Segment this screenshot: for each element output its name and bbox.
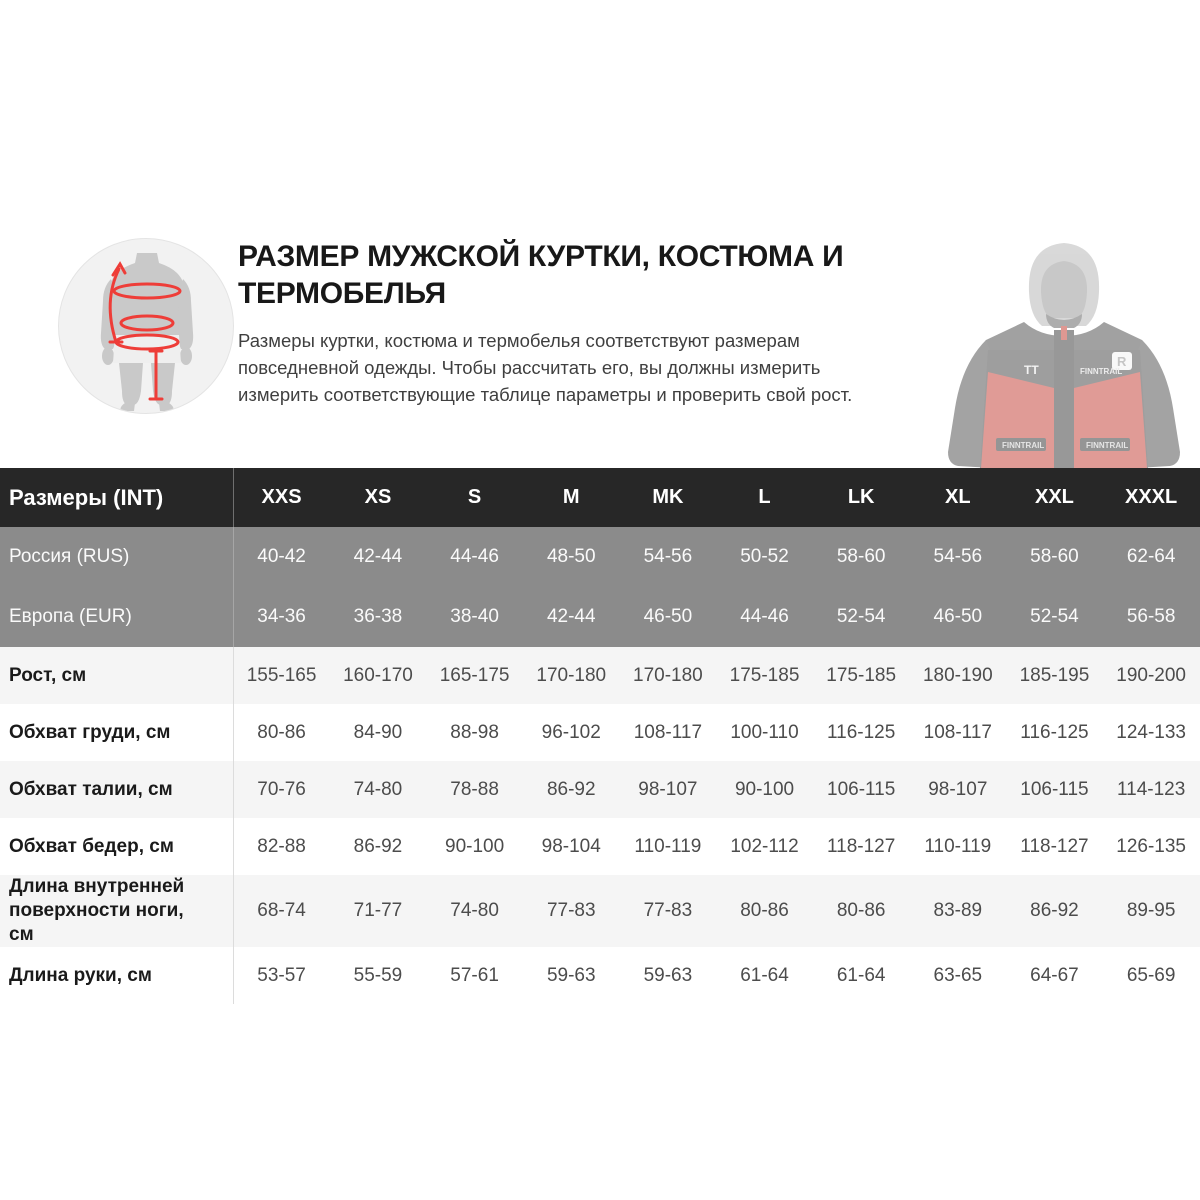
table-cell: 98-107: [928, 778, 988, 800]
table-cell: 71-77: [353, 900, 403, 921]
table-row: [0, 761, 1200, 818]
table-row: [0, 875, 1200, 947]
column-header-xxxl: XXXL: [1103, 468, 1200, 527]
table-cell: 170-180: [633, 664, 703, 686]
table-row: [0, 647, 1200, 704]
column-header-mk: MK: [620, 468, 717, 527]
table-cell: 108-117: [923, 721, 992, 743]
table-cell: 52-54: [836, 606, 886, 627]
table-cell: 102-112: [730, 835, 799, 857]
table-cell: 90-100: [734, 778, 795, 800]
column-header-l: L: [716, 468, 813, 527]
table-cell: 175-185: [826, 664, 897, 686]
table-cell: 180-190: [922, 664, 993, 686]
table-cell: 38-40: [450, 606, 499, 627]
table-cell: 58-60: [836, 546, 886, 567]
table-cell: 86-92: [546, 778, 596, 800]
table-cell: 52-54: [1030, 606, 1079, 627]
table-cell: 90-100: [445, 835, 505, 857]
table-cell: 74-80: [353, 778, 403, 800]
column-header-lk: LK: [813, 468, 910, 527]
table-cell: 185-195: [1019, 664, 1090, 686]
table-cell: 108-117: [633, 721, 703, 743]
table-row: [0, 947, 1200, 1004]
jacket-illustration: [928, 222, 1200, 468]
table-cell: 54-56: [643, 546, 693, 567]
table-cell: 53-57: [257, 964, 306, 986]
svg-text:TT: TT: [1024, 363, 1039, 377]
table-cell: 106-115: [827, 778, 896, 800]
table-cell: 42-44: [353, 546, 403, 567]
svg-text:R: R: [1117, 354, 1127, 369]
table-cell: 116-125: [827, 721, 896, 743]
table-cell: 70-76: [257, 778, 306, 800]
table-cell: 80-86: [257, 721, 306, 743]
table-cell: 82-88: [257, 835, 306, 857]
table-cell: 110-119: [634, 835, 702, 857]
table-cell: 42-44: [546, 606, 596, 627]
table-cell: 56-58: [1126, 606, 1176, 627]
table-cell: 46-50: [933, 606, 983, 627]
size-table-header-row: [0, 468, 1200, 527]
table-cell: 57-61: [450, 964, 499, 986]
row-label: Длина руки, см: [0, 947, 233, 1004]
table-cell: 114-123: [1116, 778, 1186, 800]
row-label: Длина внутренней поверхности ноги, см: [0, 875, 233, 947]
row-label: Обхват груди, см: [0, 704, 233, 761]
column-header-xxs: XXS: [233, 468, 330, 527]
column-header-xxl: XXL: [1006, 468, 1103, 527]
table-cell: 65-69: [1126, 964, 1176, 986]
table-cell: 116-125: [1020, 721, 1089, 743]
table-cell: 40-42: [257, 546, 306, 567]
table-cell: 98-104: [541, 835, 601, 857]
table-cell: 64-67: [1030, 964, 1079, 986]
table-row: [0, 587, 1200, 647]
table-row: [0, 527, 1200, 587]
size-table-body: [0, 527, 1200, 1004]
table-cell: 86-92: [1030, 900, 1079, 921]
table-cell: 88-98: [450, 721, 499, 743]
table-cell: 165-175: [439, 664, 510, 686]
row-label: Обхват бедер, см: [0, 818, 233, 875]
svg-text:FINNTRAIL: FINNTRAIL: [1080, 367, 1123, 376]
row-label: Рост, см: [0, 647, 233, 704]
table-cell: 54-56: [933, 546, 983, 567]
svg-text:FINNTRAIL: FINNTRAIL: [1086, 441, 1129, 450]
table-cell: 59-63: [546, 964, 596, 986]
table-row: [0, 818, 1200, 875]
intro-text-block: [238, 238, 968, 408]
svg-text:FINNTRAIL: FINNTRAIL: [1002, 441, 1045, 450]
table-cell: 170-180: [536, 664, 607, 686]
table-cell: 61-64: [836, 964, 886, 986]
table-cell: 155-165: [246, 664, 317, 686]
table-cell: 44-46: [740, 606, 789, 627]
table-cell: 80-86: [836, 900, 886, 921]
table-cell: 74-80: [450, 900, 499, 921]
table-cell: 34-36: [257, 606, 306, 627]
table-cell: 77-83: [546, 900, 596, 921]
table-cell: 118-127: [1020, 835, 1089, 857]
table-cell: 83-89: [933, 900, 983, 921]
table-cell: 44-46: [450, 546, 499, 567]
table-cell: 190-200: [1116, 664, 1186, 686]
table-cell: 46-50: [643, 606, 693, 627]
table-cell: 106-115: [1020, 778, 1089, 800]
table-cell: 100-110: [730, 721, 799, 743]
table-cell: 84-90: [353, 721, 403, 743]
table-corner-label: Размеры (INT): [0, 468, 233, 527]
table-cell: 96-102: [541, 721, 601, 743]
jacket-product-image: [928, 222, 1200, 468]
table-cell: 77-83: [643, 900, 693, 921]
table-cell: 61-64: [740, 964, 789, 986]
table-cell: 62-64: [1126, 546, 1176, 567]
intro-description: Размеры куртки, костюма и термобелья соответствуют размерам повседневной одежды. Чтобы рассчитать его, вы должны измерить измерить соответствующие таблице параметры и проверить свой рост.: [238, 330, 853, 405]
table-cell: 68-74: [257, 900, 306, 921]
table-cell: 78-88: [450, 778, 499, 800]
table-cell: 160-170: [343, 664, 413, 686]
table-cell: 36-38: [353, 606, 403, 627]
intro-section: [0, 0, 1200, 468]
size-table: [0, 468, 1200, 1004]
row-label: Россия (RUS): [0, 527, 233, 587]
table-cell: 118-127: [827, 835, 896, 857]
table-cell: 98-107: [638, 778, 698, 800]
table-cell: 48-50: [546, 546, 596, 567]
table-cell: 110-119: [924, 835, 992, 857]
row-label: Обхват талии, см: [0, 761, 233, 818]
table-cell: 175-185: [729, 664, 800, 686]
table-cell: 63-65: [933, 964, 983, 986]
table-cell: 80-86: [740, 900, 789, 921]
table-row: [0, 704, 1200, 761]
column-header-m: M: [523, 468, 620, 527]
body-measurement-icon: [58, 238, 234, 414]
body-silhouette-diagram: [59, 239, 233, 413]
column-header-s: S: [426, 468, 523, 527]
table-cell: 124-133: [1116, 721, 1186, 743]
column-header-xs: XS: [330, 468, 427, 527]
page-title: РАЗМЕР МУЖСКОЙ КУРТКИ, КОСТЮМА И ТЕРМОБЕЛЬЯ: [238, 240, 844, 310]
table-cell: 55-59: [353, 964, 403, 986]
table-cell: 126-135: [1116, 835, 1186, 857]
table-cell: 50-52: [740, 546, 789, 567]
table-cell: 58-60: [1030, 546, 1079, 567]
row-label: Европа (EUR): [0, 587, 233, 647]
column-header-xl: XL: [909, 468, 1006, 527]
table-cell: 89-95: [1126, 900, 1176, 921]
table-cell: 59-63: [643, 964, 693, 986]
table-cell: 86-92: [353, 835, 403, 857]
